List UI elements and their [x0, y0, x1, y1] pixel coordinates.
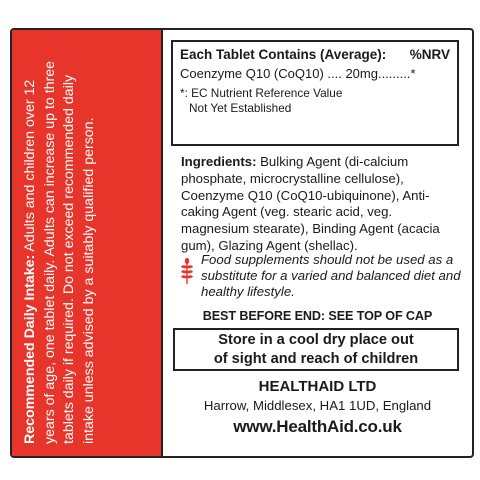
- daily-intake-body: Adults and children over 12 years of age, one tablet daily. Adults can increase up to three tablets daily if required. Do not exceed recommended daily intake unless advised by a suitably qualified person.: [22, 60, 97, 444]
- nutrition-header: [180, 46, 450, 63]
- nutrition-header-right: %NRV: [409, 47, 450, 62]
- best-before-text: BEST BEFORE END: SEE TOP OF CAP: [202, 309, 433, 323]
- nutrition-note: [180, 86, 450, 115]
- storage-line1: Store in a cool dry place out: [218, 332, 414, 348]
- supplement-warning: [179, 252, 461, 314]
- company-address: Harrow, Middlesex, HA1 1UD, England: [203, 398, 432, 413]
- company-name: HEALTHAID LTD: [258, 378, 377, 395]
- nutrition-header-left: Each Tablet Contains (Average):: [180, 47, 387, 62]
- ingredients-body: Bulking Agent (di-calcium phosphate, microcrystalline cellulose), Coenzyme Q10 (CoQ10-ubiquinone), Anti-caking Agent (veg. stearic acid, veg. magnesium stearate), Binding Agent (acacia gum), Glazing Agent (shellac).: [181, 154, 440, 253]
- nutrition-row: Coenzyme Q10 (CoQ10) .... 20mg.........*: [180, 66, 416, 81]
- label-main-panel: [163, 30, 472, 456]
- wheat-icon: [179, 258, 195, 284]
- daily-intake-text: [12, 30, 161, 456]
- ingredients-text: [181, 154, 456, 255]
- daily-intake-heading: Recommended Daily Intake:: [22, 254, 38, 444]
- product-label: [10, 28, 474, 458]
- nutrition-table: [171, 40, 459, 146]
- nutrition-note-line1: *: EC Nutrient Reference Value: [180, 86, 343, 100]
- ingredients-label: Ingredients:: [181, 154, 257, 169]
- storage-box: [173, 328, 459, 371]
- storage-line2: of sight and reach of children: [213, 350, 419, 367]
- company-website[interactable]: www.HealthAid.co.uk: [233, 417, 402, 436]
- supplement-warning-text: Food supplements should not be used as a substitute for a varied and balanced diet and healthy lifestyle.: [201, 252, 461, 300]
- daily-intake-band: [12, 30, 163, 456]
- nutrition-note-line2: Not Yet Established: [189, 100, 292, 115]
